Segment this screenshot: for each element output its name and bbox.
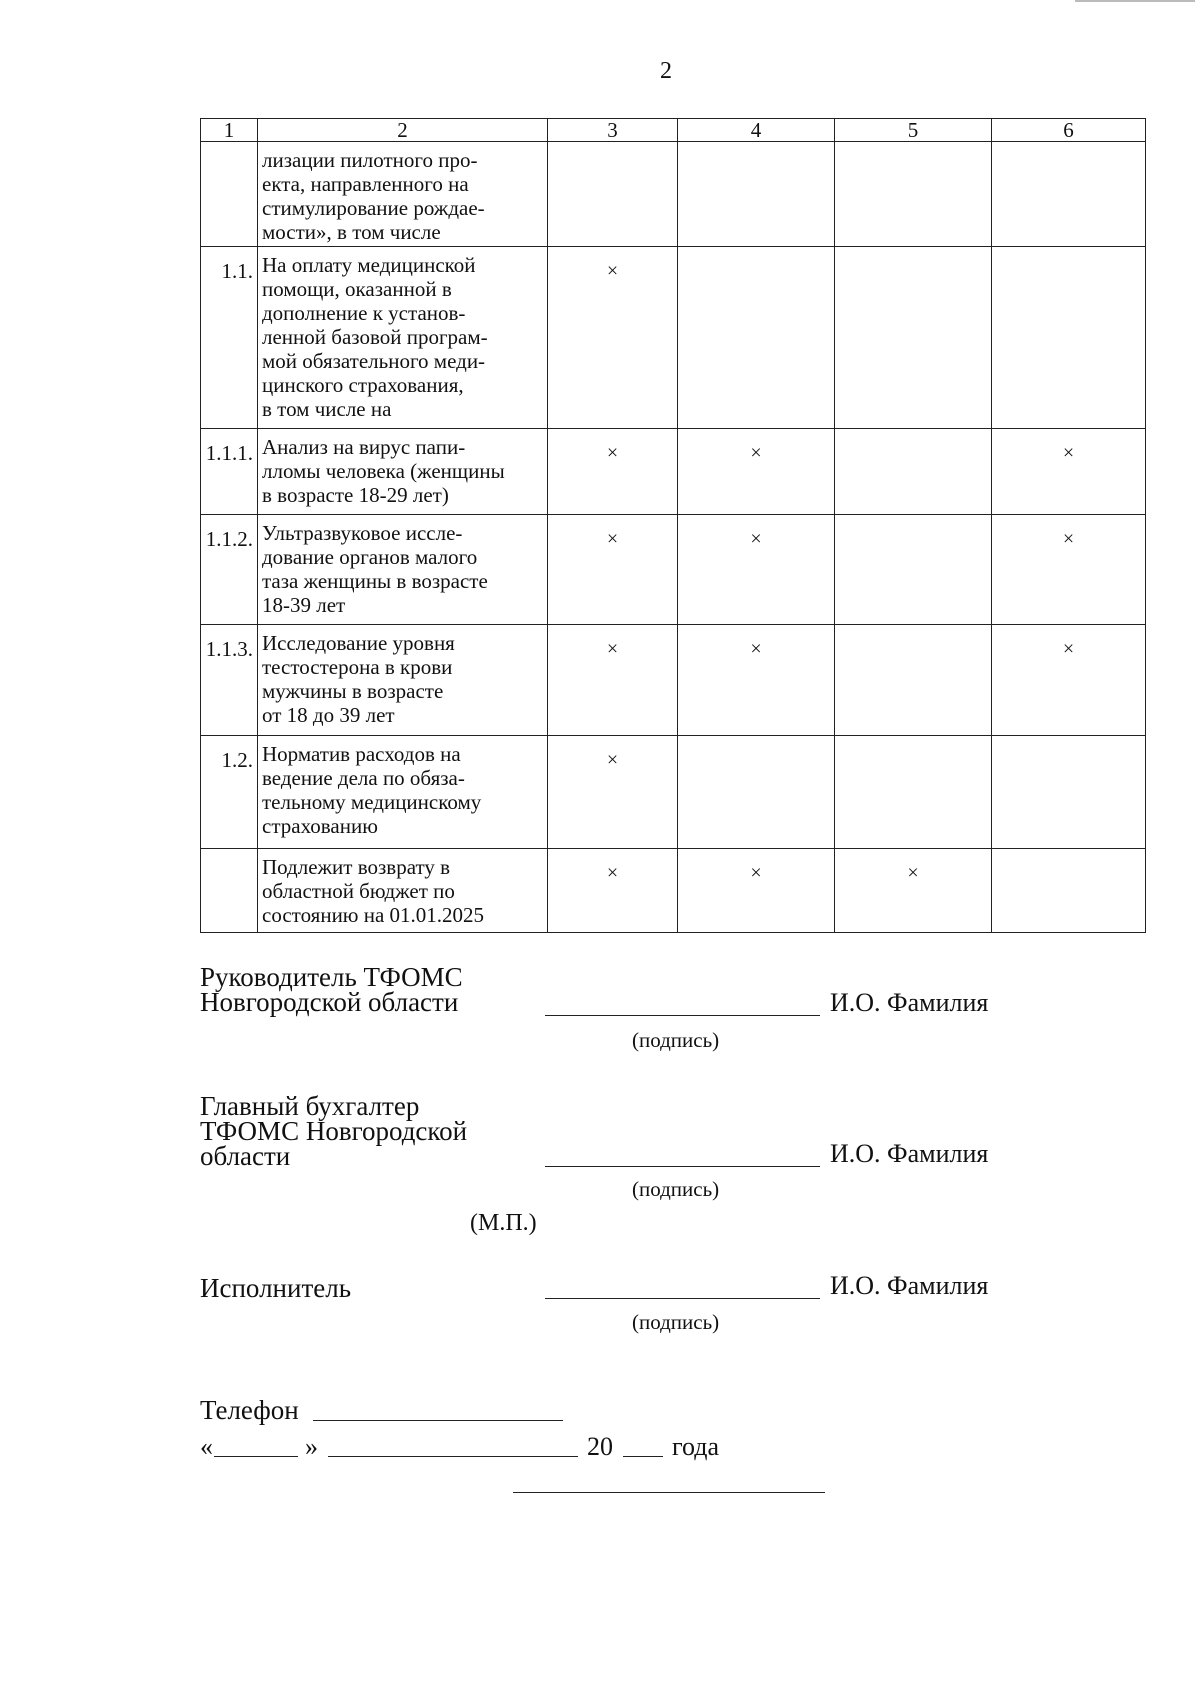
mark-cell (835, 736, 992, 849)
row-description: На оплату медицинской помощи, оказанной в дополнение к установ- ленной базовой програм- мой обязательного меди- цинского страхования, в том числе на (258, 247, 548, 429)
phone-line (313, 1420, 563, 1421)
header-cell: 5 (835, 119, 992, 142)
mark-cell (678, 247, 835, 429)
header-cell: 6 (992, 119, 1146, 142)
table-row (201, 429, 1146, 515)
head-signature-caption: (подпись) (632, 1028, 720, 1052)
accountant-signature-line (545, 1166, 820, 1167)
row-description: Норматив расходов на ведение дела по обяза- тельному медицинскому страхованию (258, 736, 548, 849)
table-row (201, 142, 1146, 247)
mark-cell (835, 429, 992, 515)
header-cell: 3 (548, 119, 678, 142)
mark-cell: × (992, 429, 1146, 515)
row-number: 1.2. (201, 736, 258, 849)
row-description: Исследование уровня тестостерона в крови мужчины в возрасте от 18 до 39 лет (258, 625, 548, 736)
mark-cell: × (548, 625, 678, 736)
table-header-row (201, 119, 1146, 142)
mark-cell: × (992, 625, 1146, 736)
row-number: 1.1.1. (201, 429, 258, 515)
mark-cell (992, 736, 1146, 849)
mark-cell: × (548, 515, 678, 625)
mark-cell: × (678, 515, 835, 625)
table-row (201, 625, 1146, 736)
table-row (201, 849, 1146, 933)
date-quote-open: « (200, 1432, 213, 1461)
executor-signature-caption: (подпись) (632, 1310, 720, 1334)
executor-name: И.О. Фамилия (830, 1271, 989, 1300)
mark-cell: × (678, 849, 835, 933)
mark-cell (678, 142, 835, 247)
stamp-placeholder: (М.П.) (470, 1210, 537, 1236)
row-description: Ультразвуковое иссле- дование органов малого таза женщины в возрасте 18-39 лет (258, 515, 548, 625)
table-row (201, 247, 1146, 429)
mark-cell (992, 142, 1146, 247)
mark-cell: × (548, 849, 678, 933)
mark-cell (992, 849, 1146, 933)
row-description: лизации пилотного про- екта, направленного на стимулирование рождае- мости», в том числе (258, 142, 548, 247)
head-name: И.О. Фамилия (830, 988, 989, 1017)
header-cell: 2 (258, 119, 548, 142)
row-description: Подлежит возврату в областной бюджет по состоянию на 01.01.2025 (258, 849, 548, 933)
mark-cell (678, 736, 835, 849)
table-row (201, 515, 1146, 625)
mark-cell (992, 247, 1146, 429)
row-description: Анализ на вирус папи- лломы человека (женщины в возрасте 18-29 лет) (258, 429, 548, 515)
row-number: 1.1. (201, 247, 258, 429)
header-cell: 1 (201, 119, 258, 142)
date-year-suffix: года (672, 1432, 720, 1461)
mark-cell: × (548, 429, 678, 515)
mark-cell (548, 142, 678, 247)
mark-cell (835, 142, 992, 247)
mark-cell (835, 247, 992, 429)
row-number: 1.1.2. (201, 515, 258, 625)
mark-cell: × (678, 429, 835, 515)
accountant-title (200, 1091, 468, 1171)
report-table (200, 118, 1146, 933)
date-quote-close: » (305, 1432, 318, 1461)
page-number: 2 (660, 58, 672, 84)
mark-cell (835, 625, 992, 736)
head-title-text: Руководитель ТФОМС Новгородской области (200, 962, 463, 1017)
date-year-prefix: 20 (587, 1432, 613, 1461)
mark-cell: × (548, 736, 678, 849)
executor-title: Исполнитель (200, 1273, 352, 1303)
mark-cell (835, 515, 992, 625)
date-month-line (328, 1456, 578, 1457)
date-year-line (623, 1456, 663, 1457)
row-number (201, 142, 258, 247)
accountant-signature-caption: (подпись) (632, 1177, 720, 1201)
top-edge-line (1075, 0, 1195, 2)
header-cell: 4 (678, 119, 835, 142)
accountant-name: И.О. Фамилия (830, 1139, 989, 1168)
row-number: 1.1.3. (201, 625, 258, 736)
head-title (200, 962, 463, 1017)
mark-cell: × (548, 247, 678, 429)
head-signature-line (545, 1015, 820, 1016)
mark-cell: × (992, 515, 1146, 625)
phone-label: Телефон (200, 1395, 299, 1425)
bottom-line (513, 1492, 825, 1493)
mark-cell: × (678, 625, 835, 736)
accountant-title-text: Главный бухгалтер ТФОМС Новгородской области (200, 1091, 468, 1171)
mark-cell: × (835, 849, 992, 933)
date-day-line (214, 1456, 298, 1457)
table-row (201, 736, 1146, 849)
row-number (201, 849, 258, 933)
executor-signature-line (545, 1298, 820, 1299)
